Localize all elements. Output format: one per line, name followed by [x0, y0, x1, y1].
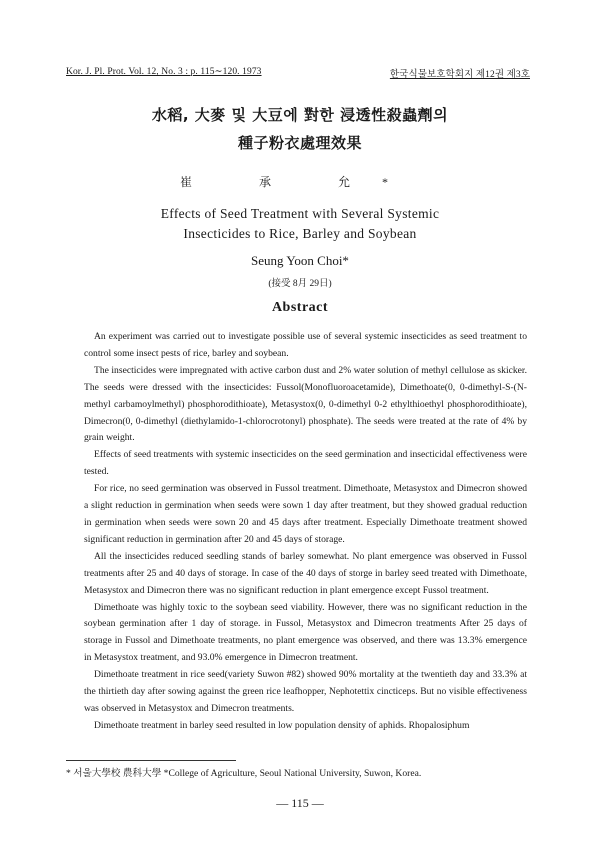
abstract-paragraph: Effects of seed treatments with systemic insecticides on the seed germination and insecticidal effectiveness were tested. [84, 449, 527, 478]
abstract-paragraph: Dimethoate treatment in rice seed(variety Suwon #82) showed 90% mortality at the twentieth day and 33.3% at the thirtieth day after sowing against the green rice leafhopper, Nephotettix cincticeps. But no visible effectiveness was observed in Metasystox and Dimecron treatments. [84, 669, 527, 714]
running-header [66, 66, 530, 82]
received-date: (接受 8月 29日) [268, 279, 332, 289]
abstract-paragraph: Dimethoate treatment in barley seed resulted in low population density of aphids. Rhopalosiphum [94, 719, 470, 731]
abstract-paragraph: The insecticides were impregnated with active carbon dust and 2% water solution of methyl cellulose as skicker. The seeds were dressed with the insecticides: Fussol(Monofluoroacetamide), Dimethoate(0, 0-dimethyl-S-(N-methyl carbamoylmethyl) phosphorodithioate), Metasystox(0, 0-dimethyl 0-2 ethylthioethyl phosphorodithioate), Dimecron(0, 0-dimethyl (diethylamido-1-chlorocrotonyl) phosphate). The seeds were treated at the rate of 4% by grain weight. [84, 364, 527, 444]
abstract-paragraph: Dimethoate was highly toxic to the soybean seed viability. However, there was no significant reduction in the soybean germination after 1 day of storage. in Fussol, Metasystox and Dimecron treatments After 25 days of storage in Fussol and Dimethoate treatments, no plant emergence was observed, and there was 13.3% emergence in Metasystox treatment, and 93.0% emergence in Dimecron treatment. [84, 601, 527, 664]
korean-title-line-2: 種子粉衣處理效果 [237, 134, 362, 152]
abstract-heading: Abstract [271, 300, 329, 315]
abstract-paragraph: For rice, no seed germination was observed in Fussol treatment. Dimethoate, Metasystox and Dimecron showed a slight reduction in germination when seeds were sown 1 day after treatment, but they showed gradual reduction in germination when seeds were sown 20 and 45 days after treatment. Especially Dimethoate treatment showed significant reduction in germination after 20 and 45 days of storage. [84, 483, 527, 545]
english-author: Seung Yoon Choi* [251, 253, 349, 268]
korean-author: 崔 承 允* [179, 175, 420, 189]
footnote-divider [66, 760, 236, 761]
journal-korean-citation: 한국식물보호학회지 제12권 제3호 [389, 70, 530, 80]
page-number: — 115 — [276, 796, 324, 810]
english-title-line-2: Insecticides to Rice, Barley and Soybean [183, 226, 417, 241]
journal-citation: Kor. J. Pl. Prot. Vol. 12, No. 3 : p. 115∼120. 1973 [66, 67, 262, 77]
affiliation-footnote: * 서울大學校 農科大學 *College of Agriculture, Seoul National University, Suwon, Korea. [66, 768, 422, 779]
korean-title-line-1: 水稻, 大麥 및 大豆에 對한 浸透性殺蟲劑의 [151, 106, 449, 124]
english-title-line-1: Effects of Seed Treatment with Several Systemic [160, 206, 440, 221]
abstract-body [84, 329, 527, 754]
abstract-paragraph: All the insecticides reduced seedling stands of barley somewhat. No plant emergence was observed in Fussol treatments after 25 and 40 days of storage. In case of the 40 days of storge in barley seed treated with Dimethoate, Metasystox and Dimecron there was no significant reduction in plant emergence except Fussol treatment. [84, 550, 527, 596]
abstract-paragraph: An experiment was carried out to investigate possible use of several systemic insecticides as seed treatment to control some insect pests of rice, barley and soybean. [84, 331, 527, 359]
